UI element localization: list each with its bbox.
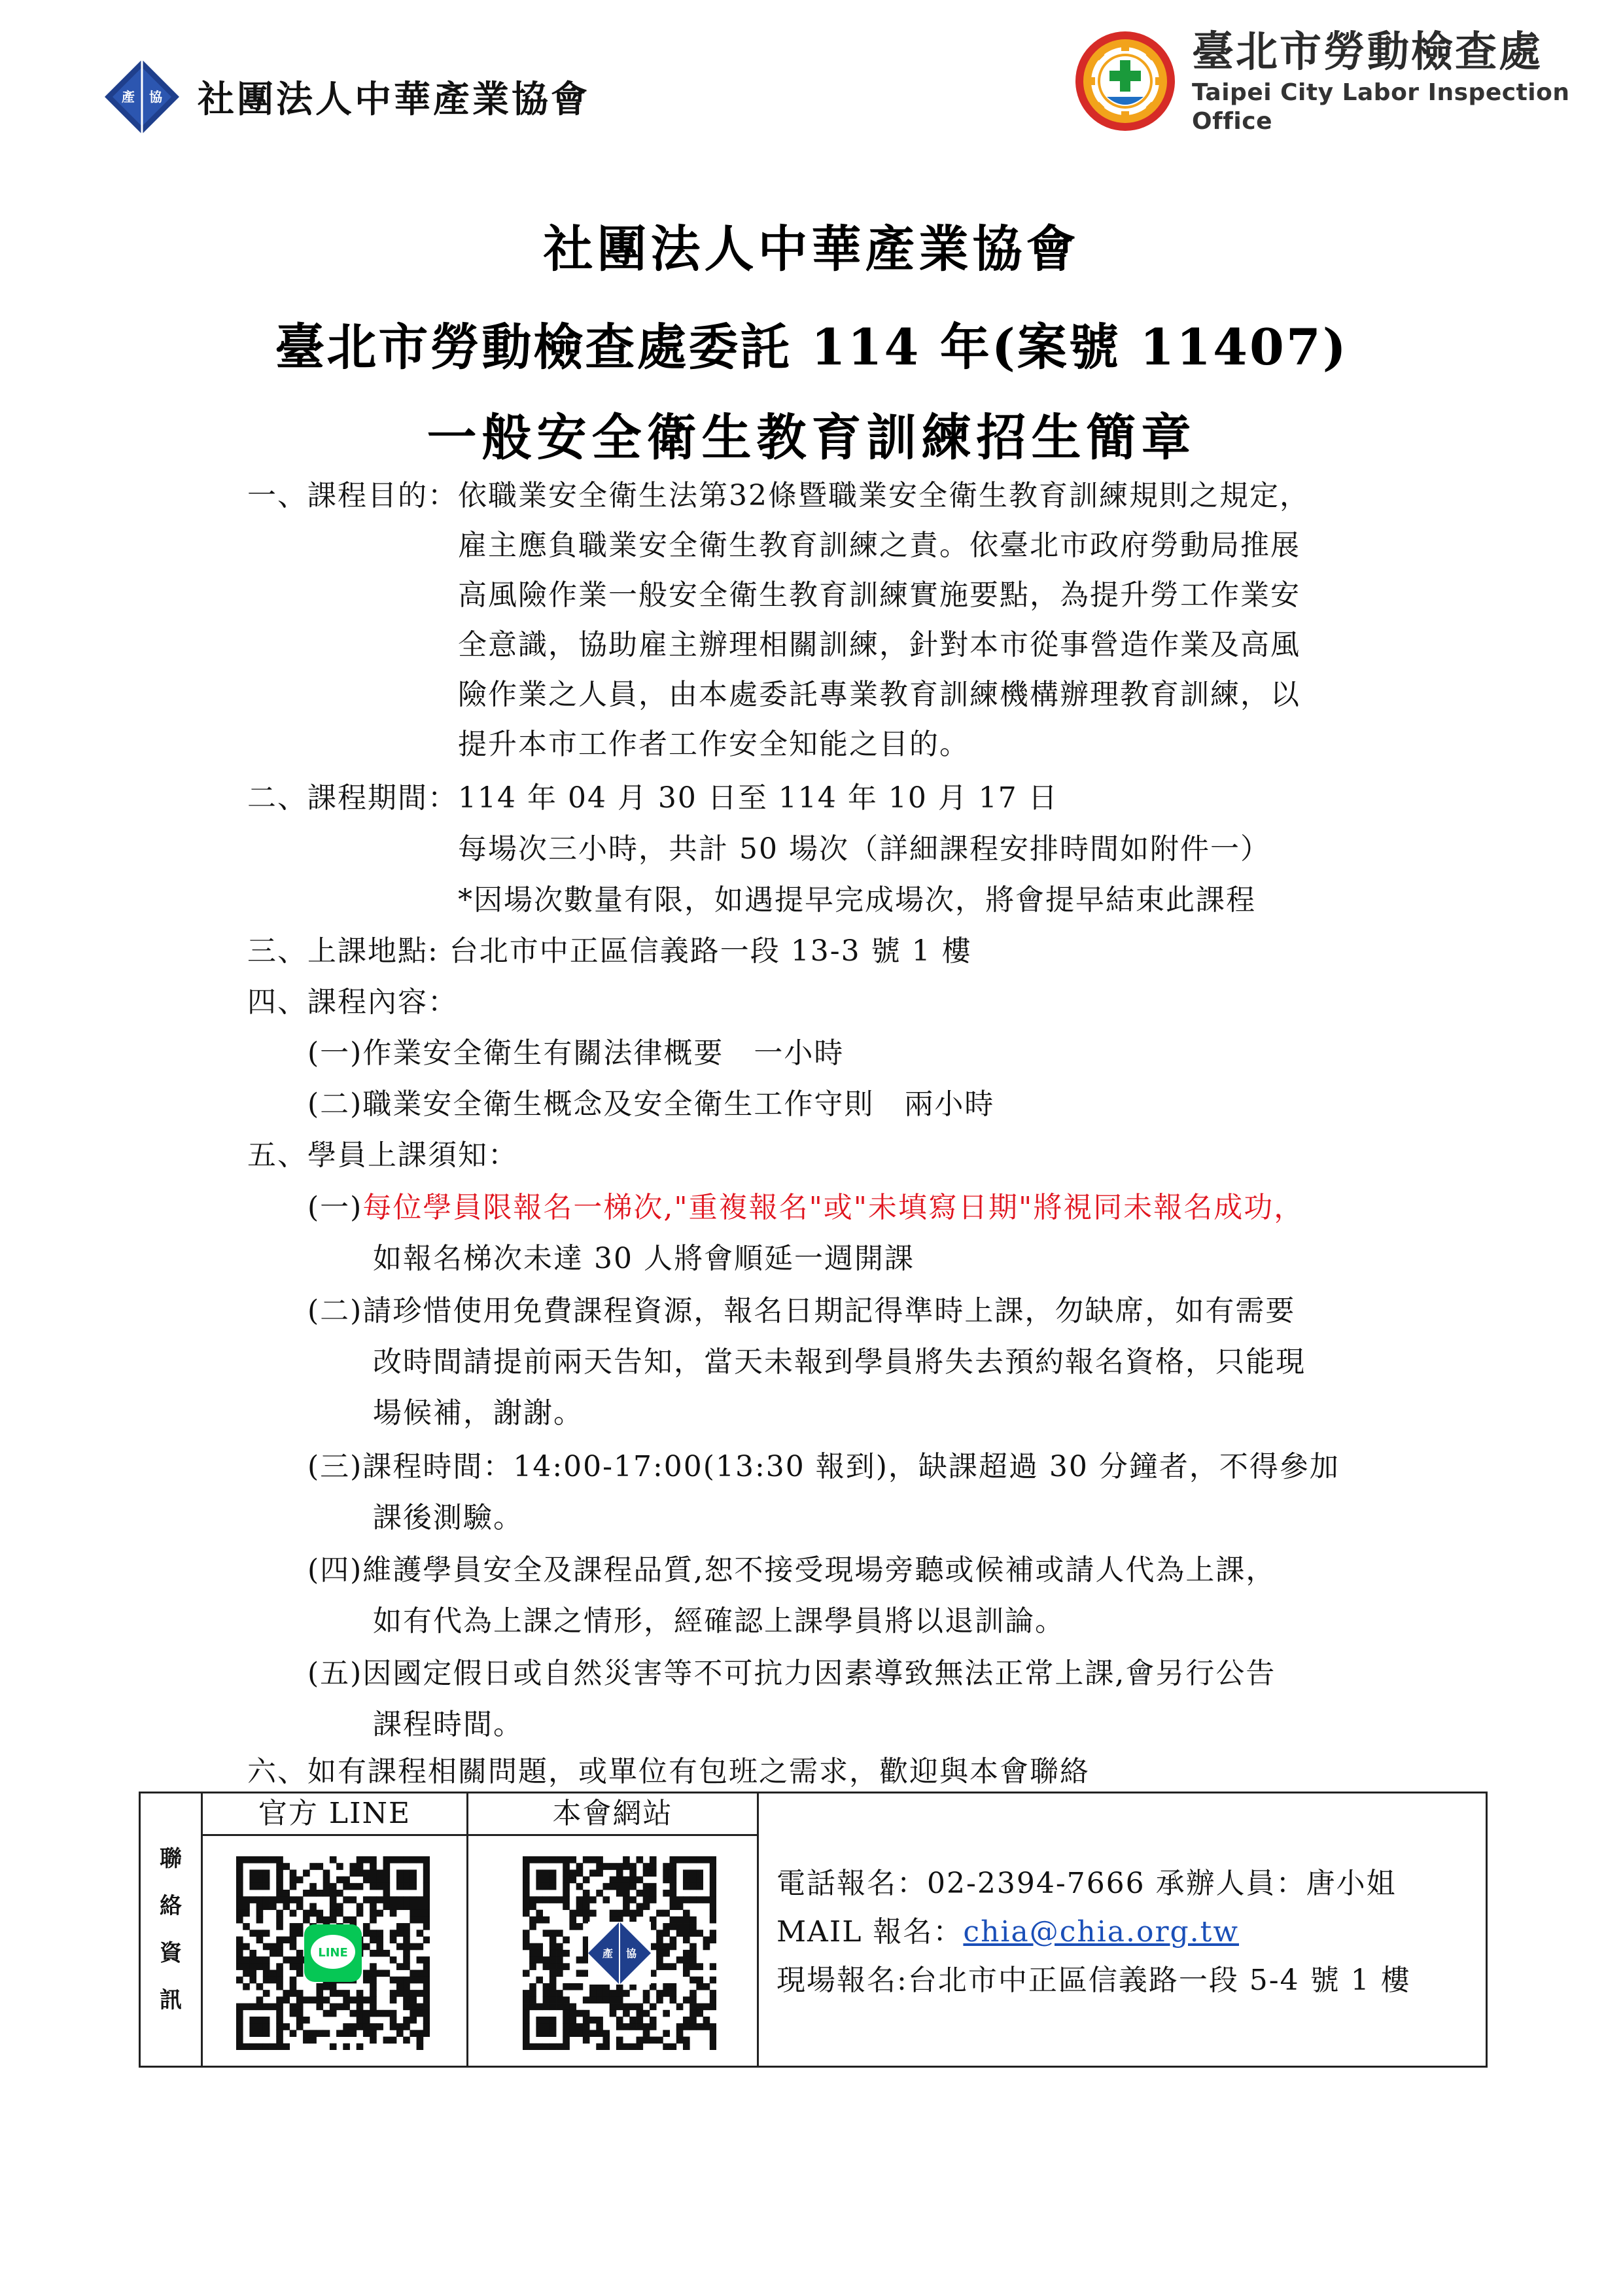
line-badge-text: LINE: [318, 1946, 348, 1960]
purpose-line-6: 提升本市工作者工作安全知能之目的。: [458, 728, 969, 761]
purpose-line-1: 一、課程目的：依職業安全衛生法第32條暨職業安全衛生教育訓練規則之規定，: [247, 479, 1310, 512]
mail-registration: [777, 1911, 1239, 1953]
notice-item-2-line-2: 改時間請提前兩天告知，當天未報到學員將失去預約報名資格，只能現: [373, 1345, 1306, 1379]
location-line: 三、上課地點: 台北市中正區信義路一段 13-3 號 1 樓: [247, 934, 972, 968]
contact-side-label: [141, 1793, 201, 2066]
line-qr-code[interactable]: [236, 1856, 430, 2050]
svg-text:協: 協: [625, 1947, 637, 1960]
labor-office-seal-icon: [1073, 29, 1178, 133]
notice-item-5-line-2: 課程時間。: [373, 1708, 523, 1741]
title-brochure: 一般安全衛生教育訓練招生簡章: [427, 408, 1196, 467]
notice-item-1-warning: 每位學員限報名一梯次,"重複報名"或"未填寫日期"將視同未報名成功，: [362, 1191, 1304, 1224]
purpose-line-5: 險作業之人員，由本處委託專業教育訓練機構辦理教育訓練，以: [458, 678, 1300, 711]
period-line-2: 每場次三小時，共計 50 場次（詳細課程安排時間如附件一）: [458, 832, 1270, 866]
notice-item-5-line-1: (五)因國定假日或自然災害等不可抗力因素導致無法正常上課,會另行公告: [307, 1657, 1276, 1690]
notice-heading: 五、學員上課須知：: [247, 1139, 518, 1172]
notice-item-4-line-1: (四)維護學員安全及課程品質,恕不接受現場旁聽或候補或請人代為上課，: [307, 1553, 1276, 1587]
content-item-1: (一)作業安全衛生有關法律概要 一小時: [307, 1036, 845, 1070]
line-column-header: 官方 LINE: [258, 1797, 411, 1830]
title-org: 社團法人中華產業協會: [543, 220, 1080, 278]
table-divider: [757, 1793, 759, 2066]
website-qr-code[interactable]: [523, 1856, 716, 2050]
side-label-char-2: 絡: [160, 1893, 182, 1919]
svg-text:產: 產: [602, 1947, 614, 1960]
onsite-registration: 現場報名:台北市中正區信義路一段 5-4 號 1 樓: [777, 1964, 1411, 1997]
org-header: [103, 58, 590, 136]
office-name-en: Taipei City Labor Inspection Office: [1192, 79, 1570, 135]
title-commission: 臺北市勞動檢查處委託 114 年(案號 11407): [275, 318, 1348, 376]
svg-text:協: 協: [149, 89, 162, 105]
mail-label: MAIL 報名：: [777, 1915, 964, 1949]
period-line-1: 二、課程期間：114 年 04 月 30 日至 114 年 10 月 17 日: [247, 781, 1058, 815]
content-item-2: (二)職業安全衛生概念及安全衛生工作守則 兩小時: [307, 1087, 995, 1121]
phone-registration: 電話報名：02-2394-7666 承辦人員：唐小姐: [777, 1867, 1397, 1900]
svg-text:產: 產: [122, 89, 135, 105]
mail-link[interactable]: chia@chia.org.tw: [963, 1915, 1239, 1949]
notice-item-2-line-1: (二)請珍惜使用免費課程資源，報名日期記得準時上課，勿缺席，如有需要: [307, 1294, 1296, 1328]
notice-item-3-line-2: 課後測驗。: [373, 1501, 523, 1534]
purpose-line-2: 雇主應負職業安全衛生教育訓練之責。依臺北市政府勞動局推展: [458, 529, 1300, 562]
notice-item-1-cont: 如報名梯次未達 30 人將會順延一週開課: [373, 1242, 915, 1275]
notice-item-1-prefix: (一): [307, 1191, 363, 1224]
content-heading: 四、課程內容：: [247, 985, 458, 1019]
contact-info-table: [139, 1792, 1488, 2068]
purpose-line-3: 高風險作業一般安全衛生教育訓練實施要點，為提升勞工作業安: [458, 578, 1300, 612]
org-logo-icon: [103, 58, 181, 135]
notice-item-3-line-1: (三)課程時間：14:00-17:00(13:30 報到)，缺課超過 30 分鐘者，不得參加: [307, 1450, 1340, 1483]
notice-item-4-line-2: 如有代為上課之情形，經確認上課學員將以退訓論。: [373, 1604, 1065, 1638]
period-line-3: *因場次數量有限，如遇提早完成場次，將會提早結束此課程: [458, 883, 1256, 917]
notice-item-2-line-3: 場候補，謝謝。: [373, 1396, 584, 1430]
office-name-zh: 臺北市勞動檢查處: [1192, 28, 1543, 77]
office-header: [1073, 29, 1623, 133]
notice-item-1: [307, 1187, 1304, 1229]
contact-invite-line: 六、如有課程相關問題，或單位有包班之需求，歡迎與本會聯絡: [247, 1755, 1090, 1788]
purpose-line-4: 全意識，協助雇主辦理相關訓練，針對本市從事營造作業及高風: [458, 628, 1300, 662]
line-app-icon: [304, 1924, 362, 1982]
side-label-char-4: 訊: [160, 1987, 182, 2013]
org-name: 社團法人中華產業協會: [198, 78, 590, 121]
side-label-char-3: 資: [160, 1940, 182, 1966]
website-column-header: 本會網站: [552, 1797, 673, 1830]
org-logo-icon: [588, 1922, 651, 1985]
table-divider: [201, 1834, 757, 1836]
side-label-char-1: 聯: [160, 1846, 182, 1872]
